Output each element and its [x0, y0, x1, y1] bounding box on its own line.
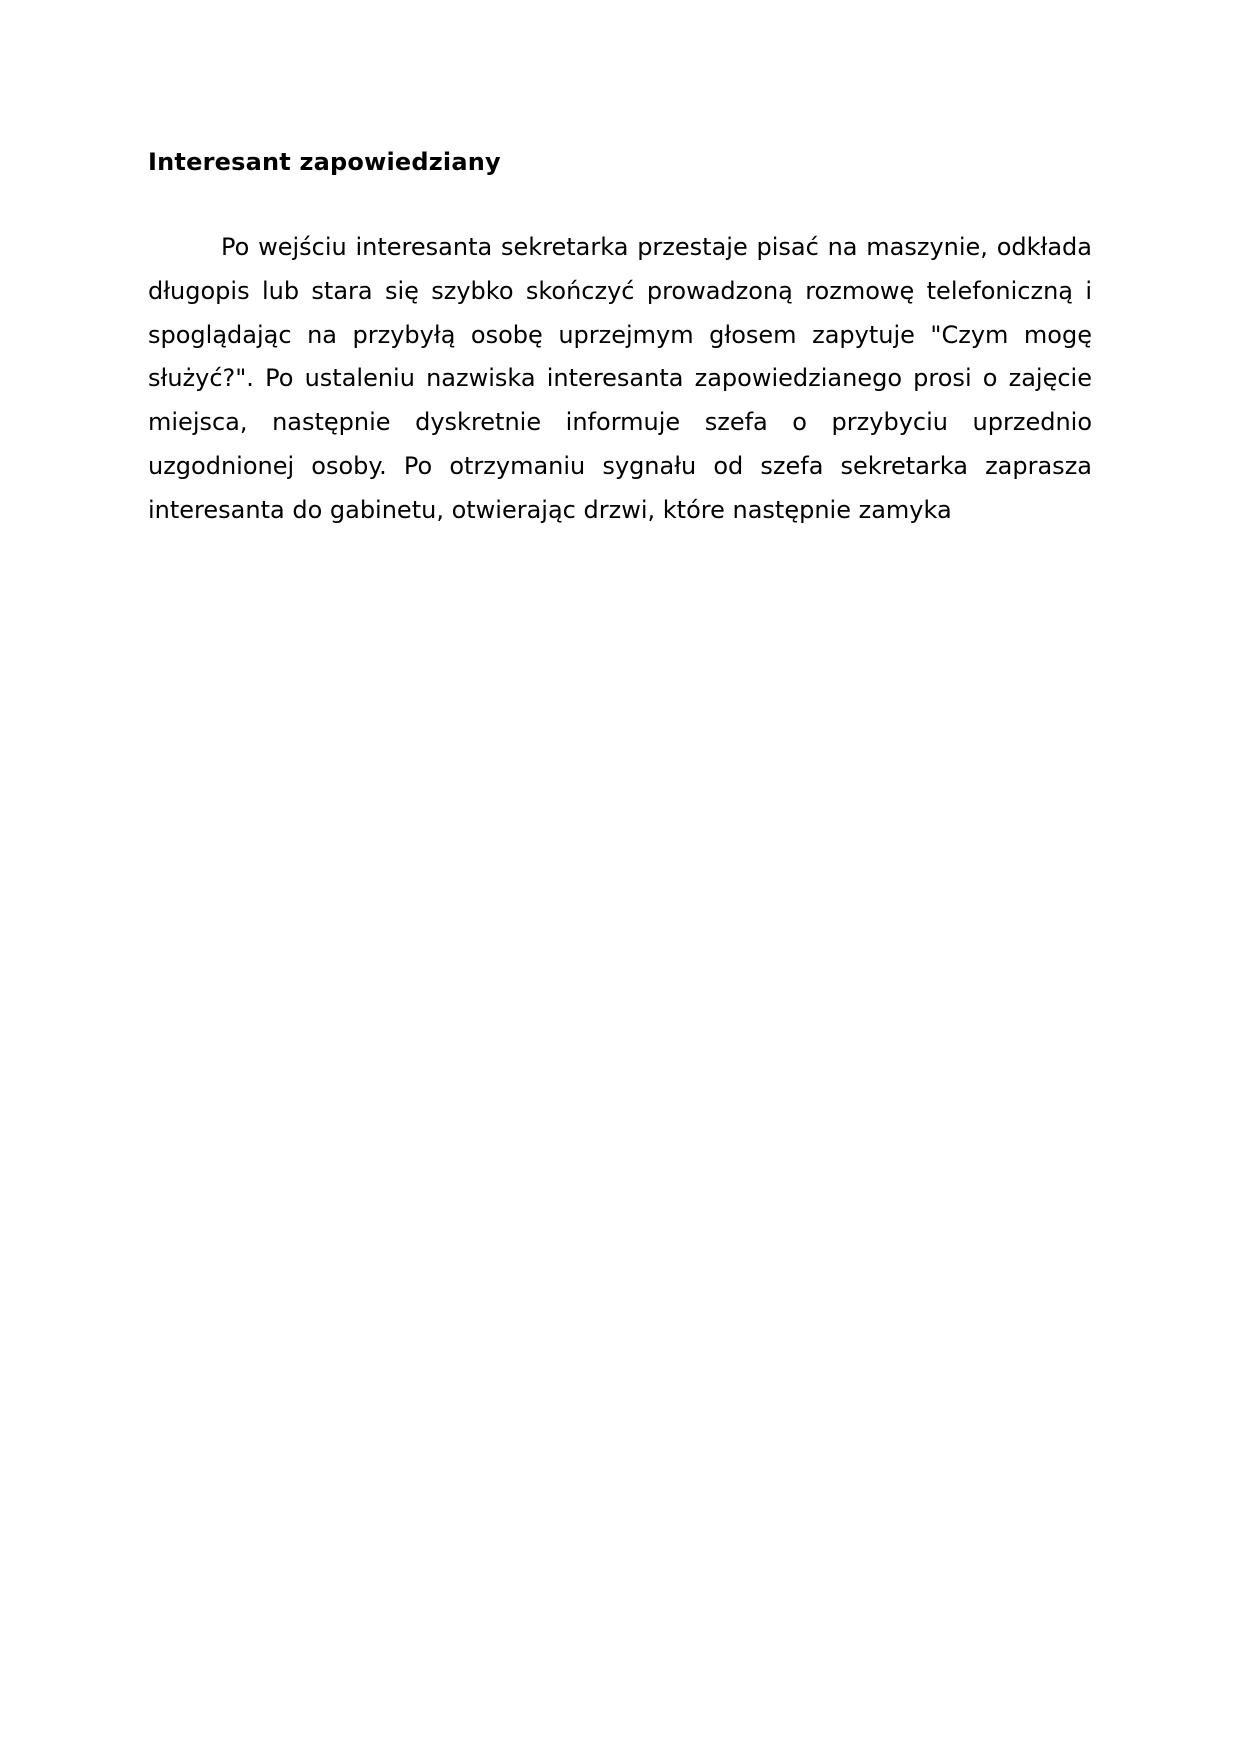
document-title: Interesant zapowiedziany	[148, 148, 501, 176]
body-paragraph: Po wejściu interesanta sekretarka przestaje pisać na maszynie, odkłada długopis lub stara się szybko skończyć prowadzoną rozmowę telefoniczną i spoglądając na przybyłą osobę uprzejmym głosem zapytuje "Czym mogę służyć?". Po ustaleniu nazwiska interesanta zapowiedzianego prosi o zajęcie miejsca, następnie dyskretnie informuje szefa o przybyciu uprzednio uzgodnionej osoby. Po otrzymaniu sygnału od szefa sekretarka zaprasza interesanta do gabinetu, otwierając drzwi, które następnie zamyka	[148, 233, 1092, 524]
